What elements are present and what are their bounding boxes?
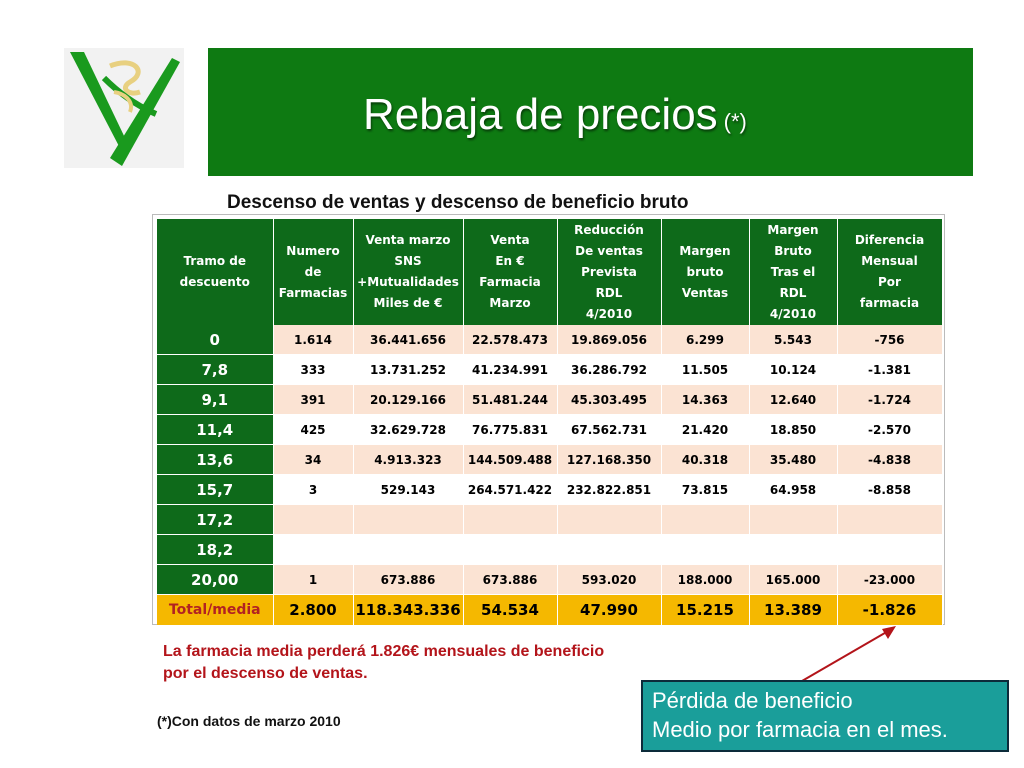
table-cell: 593.020 [557,565,661,595]
table-cell: 40.318 [661,445,749,475]
table-cell: 18.850 [749,415,837,445]
table-cell: 232.822.851 [557,475,661,505]
table-cell: -4.838 [837,445,942,475]
tramo-cell: 15,7 [157,475,273,505]
table-cell: -756 [837,325,942,355]
total-cell: 2.800 [273,595,353,626]
tramo-cell: 0 [157,325,273,355]
total-cell: 118.343.336 [353,595,463,626]
conclusion-line-2: por el descenso de ventas. [163,665,368,682]
table-cell: 19.869.056 [557,325,661,355]
tramo-cell: 7,8 [157,355,273,385]
table-cell: 6.299 [661,325,749,355]
table-cell: 67.562.731 [557,415,661,445]
table-subtitle: Descenso de ventas y descenso de beneficio bruto [227,192,689,213]
footnote: (*)Con datos de marzo 2010 [157,713,341,729]
table-cell: 45.303.495 [557,385,661,415]
tramo-cell: 13,6 [157,445,273,475]
total-cell: 13.389 [749,595,837,626]
table-cell: 21.420 [661,415,749,445]
table-cell: 144.509.488 [463,445,557,475]
table-cell: 673.886 [463,565,557,595]
col-header-venta-farmacia: Venta En € Farmacia Marzo [463,219,557,325]
table-cell: 76.775.831 [463,415,557,445]
tramo-cell: 20,00 [157,565,273,595]
table-cell: -8.858 [837,475,942,505]
table-cell: 425 [273,415,353,445]
table-cell: 36.441.656 [353,325,463,355]
callout-line-2: Medio por farmacia en el mes. [652,717,948,742]
conclusion-line-1: La farmacia media perderá 1.826€ mensuales de beneficio [163,643,605,660]
col-header-diferencia: Diferencia Mensual Por farmacia [837,219,942,325]
total-cell: 47.990 [557,595,661,626]
title-suffix: (*) [723,109,747,134]
total-label-cell: Total/media [157,595,273,626]
table-cell: 391 [273,385,353,415]
table-cell: 73.815 [661,475,749,505]
callout-line-1: Pérdida de beneficio [652,688,853,713]
table-cell: 51.481.244 [463,385,557,415]
table-cell: 10.124 [749,355,837,385]
table-cell: 36.286.792 [557,355,661,385]
table-cell: 5.543 [749,325,837,355]
col-header-reduccion: Reducción De ventas Prevista RDL 4/2010 [557,219,661,325]
table-cell: 333 [273,355,353,385]
col-header-tramo: Tramo de descuento [157,219,273,325]
table-cell: 165.000 [749,565,837,595]
table-cell: 20.129.166 [353,385,463,415]
table-cell: -1.381 [837,355,942,385]
total-cell: 15.215 [661,595,749,626]
tramo-cell: 18,2 [157,535,273,565]
table-cell: -2.570 [837,415,942,445]
col-header-farmacias: Numero de Farmacias [273,219,353,325]
tramo-cell: 11,4 [157,415,273,445]
table-cell: -23.000 [837,565,942,595]
tramo-cell: 9,1 [157,385,273,415]
table-cell: 13.731.252 [353,355,463,385]
callout-box [641,680,1009,752]
table-cell: 3 [273,475,353,505]
table-cell: 4.913.323 [353,445,463,475]
col-header-margen-rdl: Margen Bruto Tras el RDL 4/2010 [749,219,837,325]
col-header-margen-bruto: Margen bruto Ventas [661,219,749,325]
title-main: Rebaja de precios [363,90,718,139]
table-cell: 1 [273,565,353,595]
table-cell: 1.614 [273,325,353,355]
table-cell: -1.724 [837,385,942,415]
table-cell: 22.578.473 [463,325,557,355]
table-cell: 673.886 [353,565,463,595]
table-cell: 35.480 [749,445,837,475]
table-cell: 14.363 [661,385,749,415]
table-cell: 34 [273,445,353,475]
table-cell: 64.958 [749,475,837,505]
total-cell: -1.826 [837,595,942,626]
table-cell: 12.640 [749,385,837,415]
table-cell: 32.629.728 [353,415,463,445]
table-cell: 127.168.350 [557,445,661,475]
col-header-venta-sns: Venta marzo SNS +Mutualidades Miles de € [353,219,463,325]
table-cell: 264.571.422 [463,475,557,505]
table-cell: 188.000 [661,565,749,595]
table-cell: 41.234.991 [463,355,557,385]
table-cell: 11.505 [661,355,749,385]
table-cell: 529.143 [353,475,463,505]
total-cell: 54.534 [463,595,557,626]
tramo-cell: 17,2 [157,505,273,535]
